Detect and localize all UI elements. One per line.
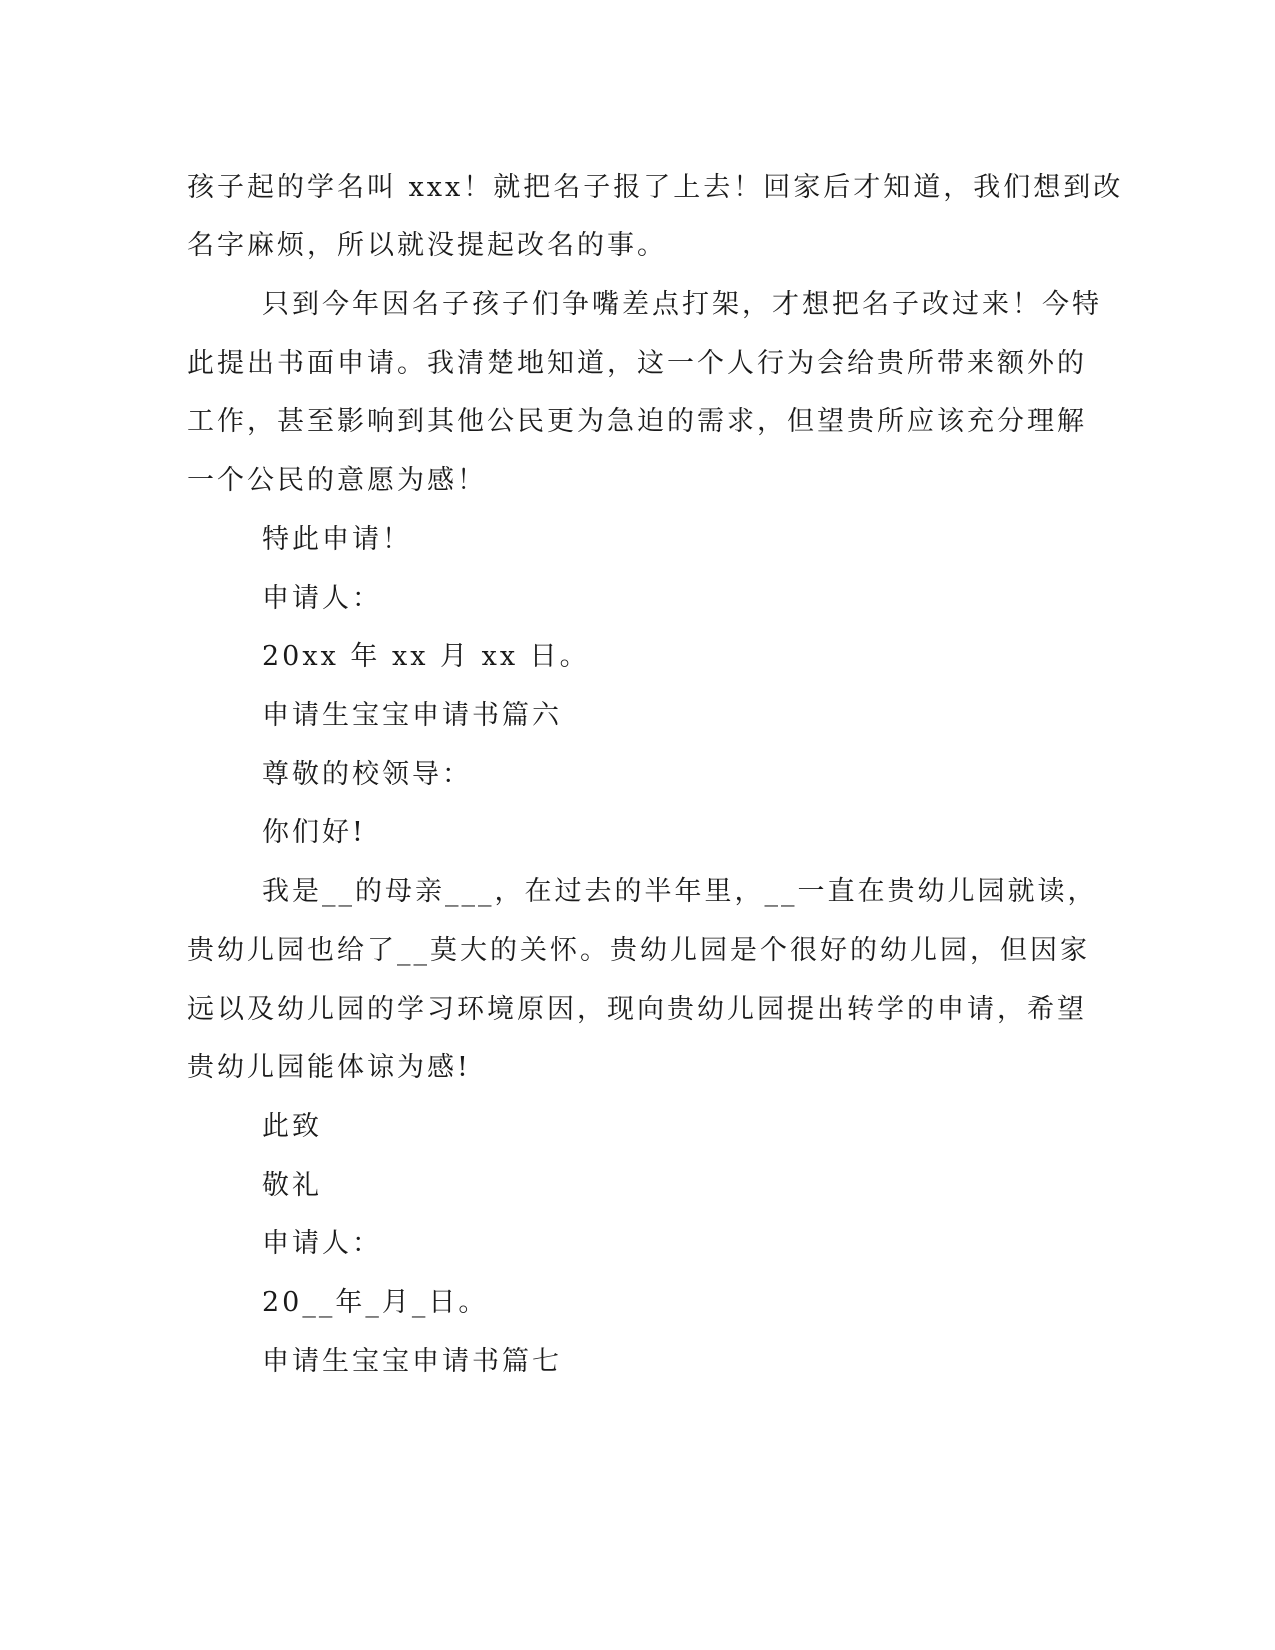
text-line: 贵幼儿园能体谅为感! [187, 1052, 471, 1083]
text-line: 贵幼儿园也给了__莫大的关怀。贵幼儿园是个很好的幼儿园，但因家 [187, 935, 1090, 966]
paragraph-first-line: 我是__的母亲___，在过去的半年里，__一直在贵幼儿园就读， [262, 876, 1098, 907]
paragraph-first-line: 只到今年因名子孩子们争嘴差点打架，才想把名子改过来！今特 [262, 289, 1102, 320]
salutation: 尊敬的校领导： [262, 759, 472, 790]
text-line: 一个公民的意愿为感！ [187, 465, 487, 496]
text-line: 此提出书面申请。我清楚地知道，这一个人行为会给贵所带来额外的 [187, 348, 1087, 379]
greeting: 你们好! [262, 817, 366, 848]
text-line: 名字麻烦，所以就没提起改名的事。 [187, 230, 667, 261]
text-line: 远以及幼儿园的学习环境原因，现向贵幼儿园提出转学的申请，希望 [187, 994, 1087, 1025]
section-heading: 申请生宝宝申请书篇七 [262, 1346, 562, 1377]
closing-phrase: 特此申请！ [262, 524, 412, 555]
date-line: 20xx 年 xx 月 xx 日。 [262, 641, 590, 672]
closing-jingli: 敬礼 [262, 1170, 322, 1201]
applicant-label: 申请人： [262, 1228, 382, 1259]
date-line: 20__年_月_日。 [262, 1287, 489, 1318]
closing-zhi: 此致 [262, 1111, 322, 1142]
text-line: 孩子起的学名叫 xxx！就把名子报了上去！回家后才知道，我们想到改 [187, 172, 1124, 203]
text-line: 工作，甚至影响到其他公民更为急迫的需求，但望贵所应该充分理解 [187, 406, 1087, 437]
section-heading: 申请生宝宝申请书篇六 [262, 700, 562, 731]
applicant-label: 申请人： [262, 583, 382, 614]
